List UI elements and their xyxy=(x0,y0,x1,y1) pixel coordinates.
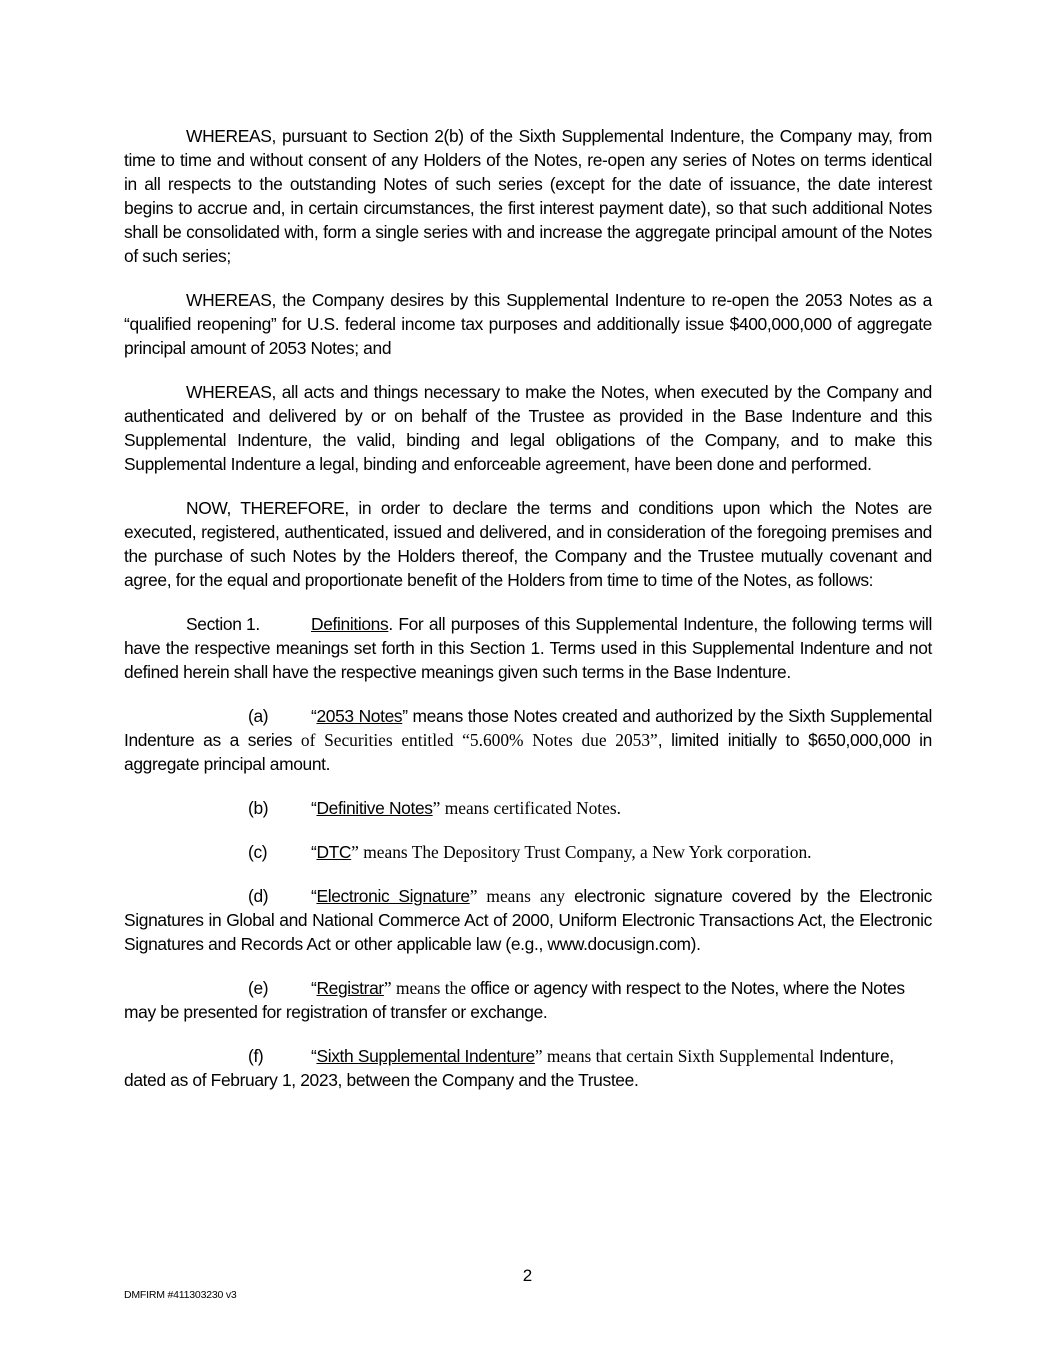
section-1-paragraph xyxy=(124,612,932,684)
definition-text-end: , limited initially to $650,000,000 in aggregate principal amount. xyxy=(124,730,933,774)
definition-sixth-supplemental-indenture xyxy=(124,1044,932,1092)
defined-term: Electronic Signature xyxy=(316,886,470,906)
open-quote: “ xyxy=(311,842,317,862)
definition-label: (f) xyxy=(248,1046,264,1066)
definition-label: (e) xyxy=(248,978,269,998)
definition-text-serif: means the xyxy=(391,978,466,998)
definition-text-serif: of Securities entitled “5.600% Notes due 2053” xyxy=(300,730,658,750)
whereas-paragraph-3: WHEREAS, all acts and things necessary to make the Notes, when executed by the Company and authenticated and delivered by or on behalf of the Trustee as provided in the Base Indenture and this Supplemental Indenture, the valid, binding and legal obligations of the Company, and to make this Supplemental Indenture a legal, binding and enforceable agreement, have been done and performed. xyxy=(124,382,932,474)
definition-text: means those Notes created and authorized by the Sixth Supplemental Indenture as a series xyxy=(124,706,932,750)
defined-term: DTC xyxy=(316,842,352,862)
page-number: 2 xyxy=(522,1266,533,1285)
definition-text-serif: means The Depository Trust Company, a New York corporation. xyxy=(358,842,812,862)
document-body xyxy=(124,124,932,1112)
definition-text-end: office or agency with respect to the Notes, where the Notes may be presented for registration of transfer or exchange. xyxy=(124,978,905,1022)
whereas-paragraph-2: WHEREAS, the Company desires by this Supplemental Indenture to re-open the 2053 Notes as a “qualified reopening” for U.S. federal income tax purposes and additionally issue $400,000,000 of aggregate principal amount of 2053 Notes; and xyxy=(124,290,932,358)
definition-2053-notes xyxy=(124,704,932,776)
open-quote: “ xyxy=(311,886,317,906)
definition-text-serif: means certificated Notes. xyxy=(440,798,621,818)
defined-term: Definitive Notes xyxy=(316,798,433,818)
definition-label: (b) xyxy=(248,798,269,818)
definition-electronic-signature xyxy=(124,884,932,956)
section-1-heading: Definitions xyxy=(311,614,389,634)
close-quote: ” xyxy=(534,1046,543,1066)
close-quote: ” xyxy=(469,886,478,906)
defined-term: 2053 Notes xyxy=(316,706,403,726)
section-1-label: Section 1. xyxy=(186,614,260,634)
definition-text-end: electronic signature covered by the Electronic Signatures in Global and National Commerce Act of 2000, Uniform Electronic Transactions Act, the Electronic Signatures and Records Act or other applicable law (e.g., www.docusign.com). xyxy=(124,886,933,954)
open-quote: “ xyxy=(311,978,317,998)
open-quote: “ xyxy=(311,798,317,818)
definition-label: (d) xyxy=(248,886,269,906)
definition-text-serif: means that certain Sixth Supplemental xyxy=(542,1046,815,1066)
now-therefore-paragraph: NOW, THEREFORE, in order to declare the terms and conditions upon which the Notes are executed, registered, authenticated, issued and delivered, and in consideration of the foregoing premises and the purchase of such Notes by the Holders thereof, the Company and the Trustee mutually covenant and agree, for the equal and proportionate benefit of the Holders from time to time of the Notes, as follows: xyxy=(124,498,932,590)
section-1-text: . For all purposes of this Supplemental Indenture, the following terms will have the respective meanings set forth in this Section 1. Terms used in this Supplemental Indenture and not defined herein shall have the respective meanings given such terms in the Base Indenture. xyxy=(124,614,932,682)
whereas-paragraph-1: WHEREAS, pursuant to Section 2(b) of the Sixth Supplemental Indenture, the Company may, from time to time and without consent of any Holders of the Notes, re-open any series of Notes on terms identical in all respects to the outstanding Notes of such series (except for the date of issuance, the date interest begins to accrue and, in certain circumstances, the first interest payment date), so that such additional Notes shall be consolidated with, form a single series with and increase the aggregate principal amount of the Notes of such series; xyxy=(124,126,932,266)
close-quote: ” xyxy=(432,798,441,818)
definition-registrar xyxy=(124,976,932,1024)
close-quote: ” xyxy=(383,978,392,998)
definition-definitive-notes xyxy=(248,796,932,820)
definition-text-serif: means any xyxy=(477,886,565,906)
close-quote: ” xyxy=(402,706,408,726)
definition-label: (c) xyxy=(248,842,268,862)
defined-term: Registrar xyxy=(316,978,384,998)
definition-label: (a) xyxy=(248,706,269,726)
definition-dtc xyxy=(248,840,932,864)
definition-text-end: Indenture, dated as of February 1, 2023, between the Company and the Trustee. xyxy=(124,1046,894,1090)
close-quote: ” xyxy=(351,842,359,862)
open-quote: “ xyxy=(311,1046,317,1066)
open-quote: “ xyxy=(311,706,317,726)
defined-term: Sixth Supplemental Indenture xyxy=(316,1046,535,1066)
document-id: DMFIRM #411303230 v3 xyxy=(124,1289,237,1301)
